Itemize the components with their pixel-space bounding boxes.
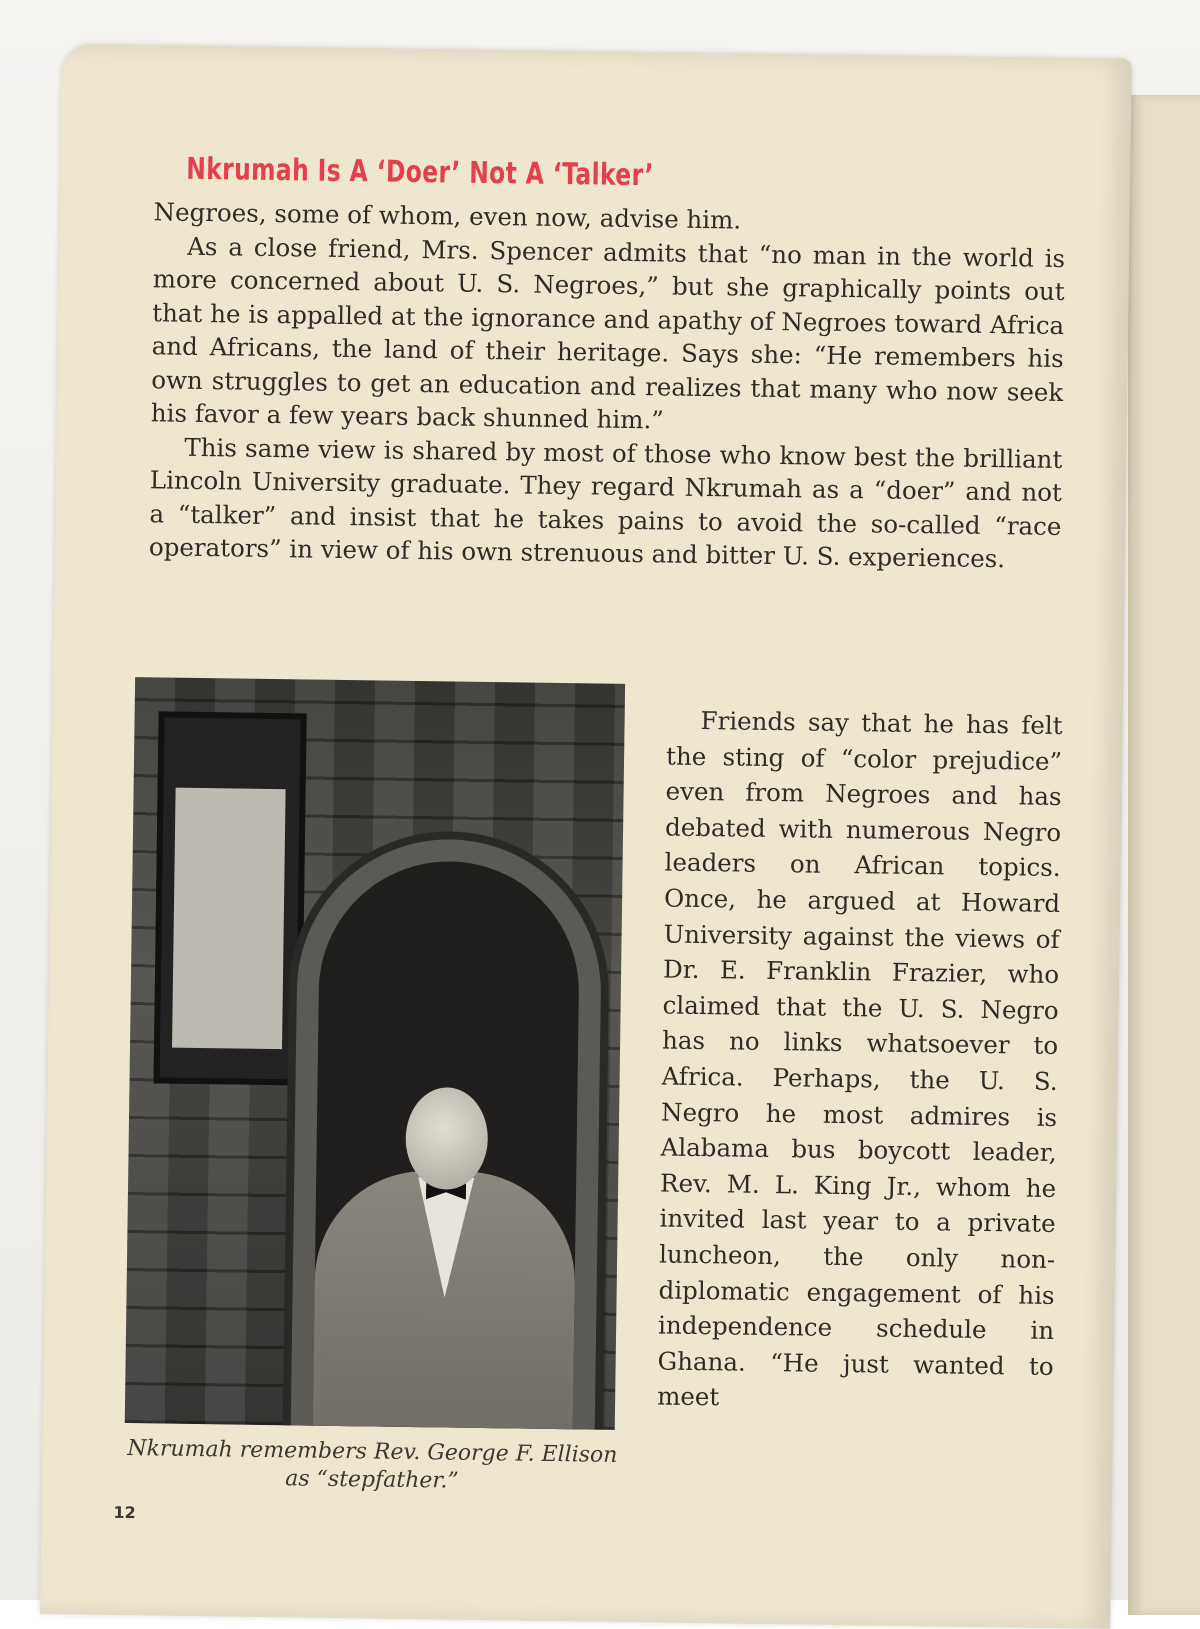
article-body xyxy=(149,195,1066,576)
paragraph-mrs-spencer: As a close friend, Mrs. Spencer admits that “no man in the world is more concerned about U. S. Negroes,” but she graphically points out that he is appalled at the ignorance and apathy of Negroes toward Africa and Africans, the land of their heritage. Says she: “He remembers his own struggles to get an education and realizes that many who now seek his favor a few years back shunned him.” xyxy=(150,231,1066,435)
paragraph-continued: Negroes, some of whom, even now, advise him. xyxy=(153,197,742,235)
photo-caption: Nkrumah remembers Rev. George F. Ellison as “stepfather.” xyxy=(127,1436,618,1494)
paragraph-doer-not-talker: This same view is shared by most of those who know best the brilliant Lincoln University graduate. They regard Nkrumah as a “doer” and not a “talker” and insist that he takes pains to avoid the so-called “race operators” in view of his own strenuous and bitter U. S. experiences. xyxy=(148,432,1063,574)
photo-signboard-panel xyxy=(172,788,286,1050)
facing-page-edge xyxy=(1128,95,1200,1615)
photo-nkrumah-church xyxy=(125,677,625,1430)
photo-church-signboard xyxy=(153,711,306,1085)
article-side-column xyxy=(657,703,1063,1420)
article-heading: Nkrumah Is A ‘Doer’ Not A ‘Talker’ xyxy=(186,151,655,194)
paragraph-color-prejudice: Friends say that he has felt the sting of “color prejudice” even from Negroes and has debated with numerous Negro leaders on African topics. Once, he argued at Howard University against the views of Dr. E. Franklin Frazier, who claimed that the U. S. Negro has no links whatsoever to Africa. Perhaps, the U. S. Negro he most admires is Alabama bus boycott leader, Rev. M. L. King Jr., whom he invited last year to a private luncheon, the only non-diplomatic engagement of his independence schedule in Ghana. “He just wanted to meet xyxy=(656,705,1063,1412)
page-number: 12 xyxy=(113,1502,136,1523)
magazine-page xyxy=(40,44,1132,1629)
